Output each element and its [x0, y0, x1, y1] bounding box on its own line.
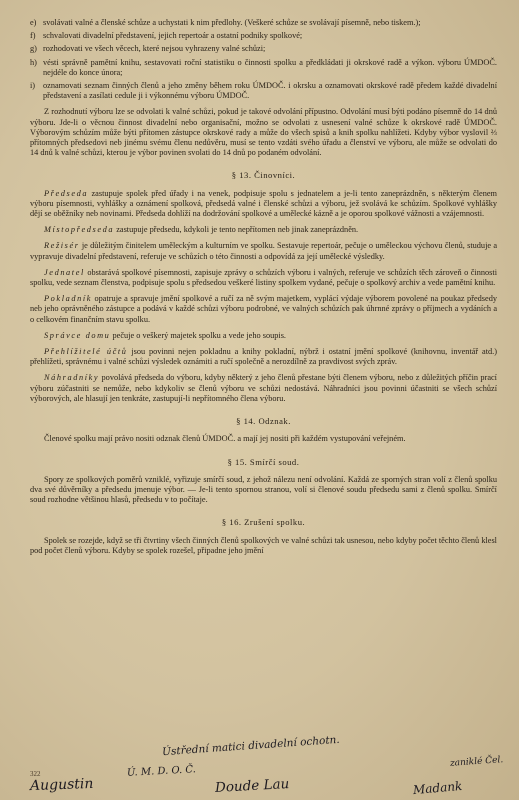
predseda-term: Předseda [44, 188, 89, 198]
handwritten-margin-note: zaniklé Čel. [449, 755, 504, 769]
signature-1: Augustin [29, 775, 94, 795]
page-number: 322 [30, 770, 41, 778]
appeal-paragraph: Z rozhodnutí výboru lze se odvolati k valné schůzi, pokud je takové odvolání přípustno. Odvolání musí býti podáno písemně do 14 dnů výboru. Jde-li o věcnou činnost divadelní nebo organisační, možno se odvolati z usnesení valné schůze k okrskové radě ÚMDOČ. Výborovým schůzím může býti přítomen zástupce okrskové rady a může do všech spisů a knih spolku nahlížeti. Kdyby výbor vyslovil ⅔ přítomných předsedovi neb jinému svému členu nedůvěru, musí se tento vzdáti svého úřadu a členství ve výboru, ale může se odvolati do 14 dnů k valné schůzi, kterou je výbor povinen svolati do 14 dnů po podaném odvolání. [30, 107, 497, 158]
signature-2: Doude Lau [214, 776, 290, 796]
list-item: g) rozhodovati ve všech věcech, které nejsou vyhrazeny valné schůzi; [30, 44, 266, 54]
list-item: f) schvalovati divadelní představení, jejich repertoár a ostatní podniky spolkové; [30, 31, 303, 41]
section-14-heading: § 14. Odznak. [236, 416, 291, 427]
nahradnici-text: povolává předseda do výboru, kdyby některý z jeho členů přestane býti členem výboru, nebo z důležitých příčin prací výboru zúčastniti se nemůže, nebo kdykoliv se členů výboru ve schůzi nedostává. Náhradníci jsou povinni účastniti se všech schůzí výborových, ale hlasují jen tenkráte, zastupují-li nepřítomného člena výboru. [30, 373, 497, 403]
section-13-heading: § 13. Činovníci. [231, 170, 296, 181]
section-16-text: Spolek se rozejde, když se tři čtvrtiny všech činných členů spolkových ve valné schůzi tak usnesou, nebo kdyby počet těchto členů klesl pod počet členů výboru. Kdyby se spolek rozešel, připadne jeho jmění [30, 535, 497, 555]
predseda-text: zastupuje spolek před úřady i na venek, podpisuje spolu s jednatelem a je-li tento zaneprázdněn, s některým členem výboru písemnosti, vyhlášky a oznámení spolková, předsedá valné i členské schůzi a výboru, jež svolává ke schůzím. Spolkové vyhlášky dějí se oběžníky neb novinami. Předseda dohlíží na dodržování spolkové a umělecké kázně a je oporou spolkové vážnosti a vzájemnosti. [30, 188, 497, 219]
signature-3: Madank [412, 778, 463, 798]
handwritten-abbreviation: Ú. M. D. O. Č. [126, 764, 197, 779]
reziser-text: je důležitým činitelem uměleckým a kulturním ve spolku. Sestavuje repertoár, pečuje o uměleckou výchovu členů, studuje a vypravuje divadelní představení, referuje ve schůzích o této činnosti a odpovídá za její umělecké výsledky. [30, 241, 497, 261]
spravce-text: pečuje o veškerý majetek spolku a vede jeho soupis. [110, 330, 287, 340]
duties-list [30, 18, 497, 101]
pokladnik-paragraph [30, 294, 497, 325]
reziser-paragraph [30, 241, 497, 261]
spravce-term: Správce domu [44, 330, 111, 340]
section-14-text: Členové spolku mají právo nositi odznak členů ÚMDOČ. a mají jej nositi při každém vystupování veřejném. [44, 434, 406, 444]
nahradnici-term: Náhradníky [44, 373, 100, 383]
prehlizitele-text: jsou povinni nejen pokladnu a knihy pokladní, nýbrž i ostatní jmění spolkové (knihovnu, inventář atd.) přehlížeti, správnému i valné schůzi výsledek oznámiti a ručí společně a nerozdílně za pravdivost svých zpráv. [30, 347, 497, 367]
mistopredseda-paragraph [30, 225, 497, 235]
jednatel-term: Jednatel [44, 267, 85, 277]
prehlizitele-term: Přehlížitelé účtů [44, 347, 128, 357]
list-item: i) oznamovati seznam činných členů a jeho změny během roku ÚMDOČ. i okrsku a oznamovati okrskové radě předem každé divadelní představení a zasílati cedule ji i výkonnému výboru ÚMDOČ. [30, 81, 497, 101]
predseda-paragraph [30, 189, 497, 220]
reziser-term: Režisér [44, 241, 80, 251]
list-item: e) svolávati valné a členské schůze a uchystati k nim předlohy. (Veškeré schůze se svolávají písemně, nebo tiskem.); [30, 18, 421, 27]
pokladnik-term: Pokladník [44, 294, 93, 304]
section-15-text: Spory ze spolkových poměrů vzniklé, vyřizuje smírčí soud, z jehož nálezu není odvolání. Každá ze sporných stran volí z členů spolku dva své důvěrníky a předsedu jmenuje výbor. — Je-li tento spornou stranou, volí si členové soudu předsedu sami z členů spolku. Smírčí soud rozhodne většinou hlasů, předsedu v to počítaje. [30, 474, 497, 505]
pokladnik-text: opatruje a spravuje jmění spolkové a ručí za ně svým majetkem, vyplácí výdaje výborem povolené na poukaz předsedy neb jeho oprávněného zástupce a podává v každé schůzi výboru podrobné, ve valných schůzích pak úhrnné zprávy o příjmech a vydáních a o celkovém finančním stavu spolku. [30, 294, 497, 324]
handwritten-beneficiary: Ústřední matici divadelní ochotn. [161, 733, 341, 759]
mistopredseda-term: Místopředseda [44, 225, 115, 235]
nahradnici-paragraph [30, 373, 497, 404]
jednatel-paragraph [30, 268, 497, 288]
section-15-heading: § 15. Smírčí soud. [227, 456, 300, 467]
list-item: h) vésti správně pamětní knihu, sestavovati roční statistiku o činnosti spolku a předkládati ji okrskové radě a výkon. výboru ÚMDOČ. nejdéle do konce února; [30, 57, 497, 77]
mistopredseda-text: zastupuje předsedu, kdykoli je tento nepřítomen neb jinak zaneprázdněn. [114, 225, 359, 235]
jednatel-text: obstarává spolkové písemnosti, zapisuje zprávy o schůzích výboru i valných, referuje ve schůzích těch zároveň o činnosti spolku, vede seznam členstva, podpisuje spolu s předsedou veškeré listiny spolkem vydané, pečuje o spolkový archiv a vede pamětní knihu. [30, 267, 497, 288]
spravce-paragraph [30, 331, 497, 341]
section-16-heading: § 16. Zrušení spolku. [221, 517, 306, 528]
prehlizitele-paragraph [30, 347, 497, 367]
